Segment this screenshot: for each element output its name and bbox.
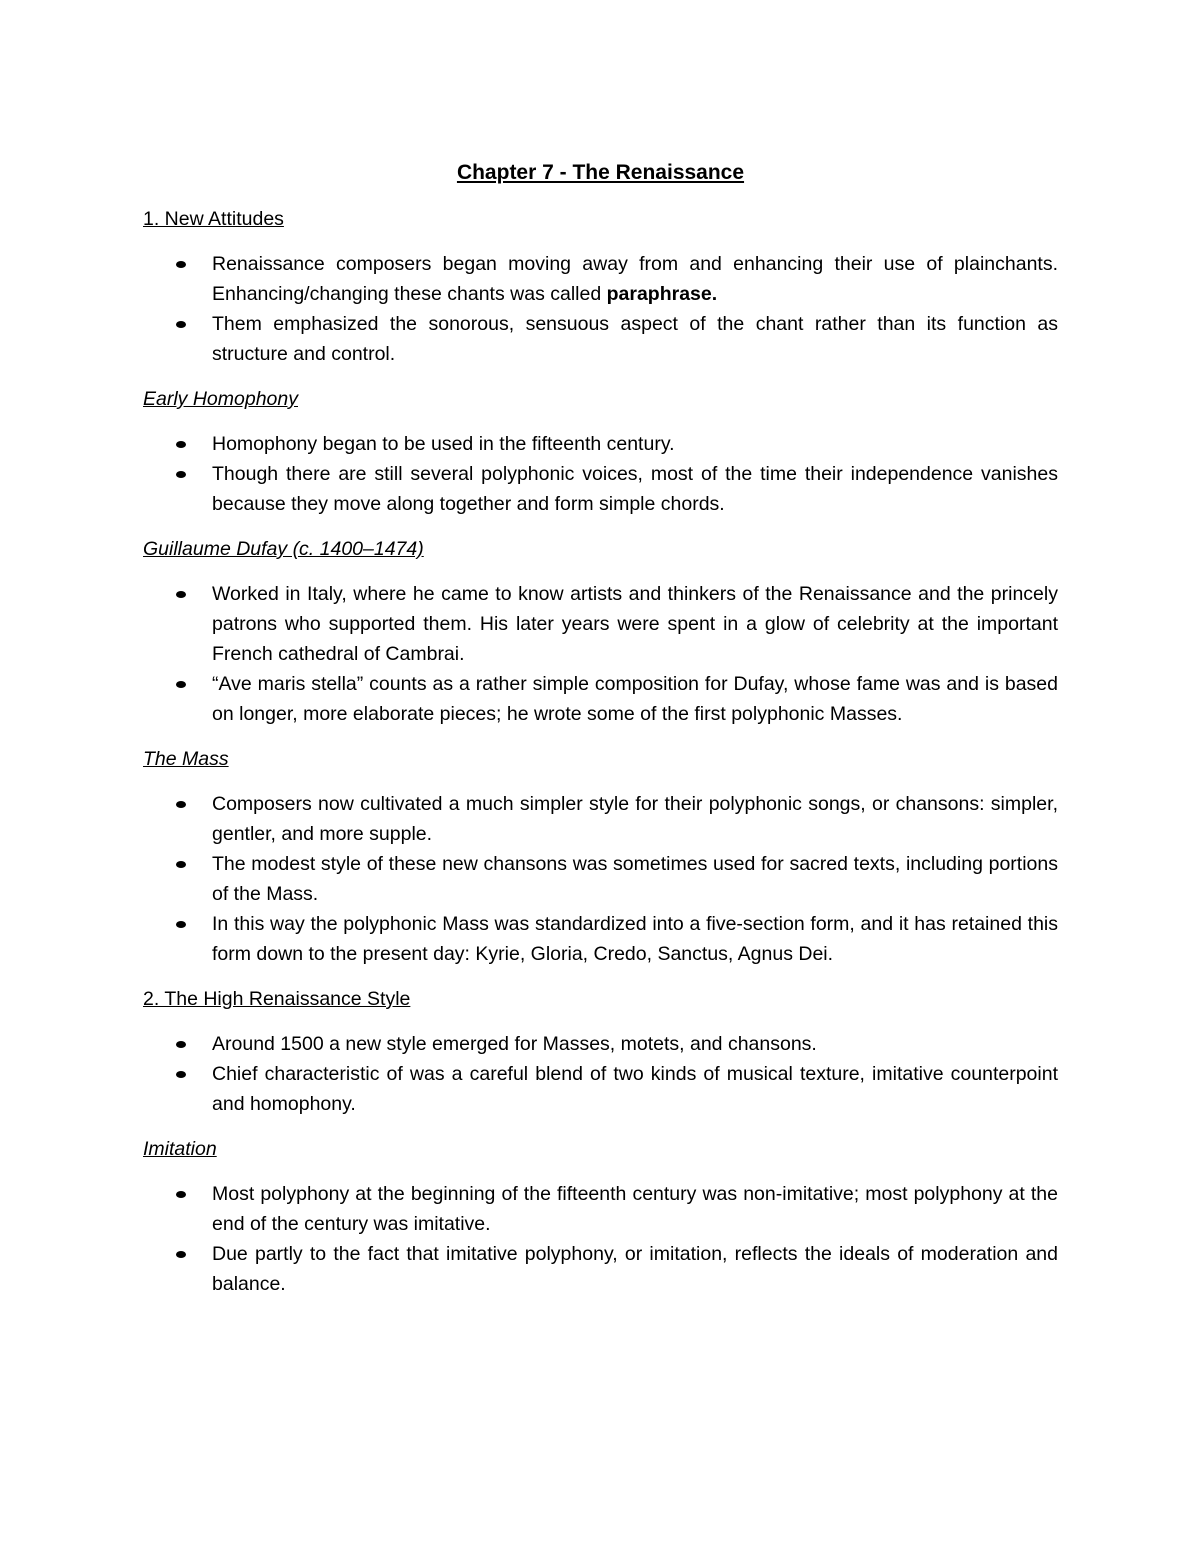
bullet-icon <box>176 681 186 688</box>
bullet-icon <box>176 1251 186 1258</box>
bullet-item <box>143 249 1058 309</box>
bullet-text: The modest style of these new chansons was sometimes used for sacred texts, including portions of the Mass. <box>212 853 1058 905</box>
bullet-item <box>143 849 1058 909</box>
bullet-item <box>143 579 1058 669</box>
bullet-list-the-mass <box>143 789 1058 969</box>
section-heading-new-attitudes: 1. New Attitudes <box>143 208 284 230</box>
bullet-text: Homophony began to be used in the fifteenth century. <box>212 433 675 455</box>
bullet-text: Chief characteristic of was a careful blend of two kinds of musical texture, imitative counterpoint and homophony. <box>212 1063 1058 1115</box>
bullet-icon <box>176 261 186 268</box>
document-page <box>143 157 1058 1314</box>
bullet-item <box>143 459 1058 519</box>
bullet-icon <box>176 921 186 928</box>
bullet-icon <box>176 1191 186 1198</box>
bullet-item <box>143 309 1058 369</box>
bullet-icon <box>176 801 186 808</box>
bullet-item <box>143 669 1058 729</box>
bullet-item <box>143 429 1058 459</box>
bullet-icon <box>176 321 186 328</box>
bullet-list-early-homophony <box>143 429 1058 519</box>
section-heading-guillaume-dufay: Guillaume Dufay (c. 1400–1474) <box>143 538 424 560</box>
bullet-text: Renaissance composers began moving away from and enhancing their use of plainchants. Enhancing/changing these chants was called <box>212 253 1058 305</box>
bullet-item <box>143 1179 1058 1239</box>
bullet-icon <box>176 441 186 448</box>
section-heading-high-renaissance-style: 2. The High Renaissance Style <box>143 988 411 1010</box>
section-heading-the-mass: The Mass <box>143 748 229 770</box>
bullet-text: Composers now cultivated a much simpler style for their polyphonic songs, or chansons: simpler, gentler, and more supple. <box>212 793 1058 845</box>
bullet-icon <box>176 1041 186 1048</box>
section-heading-early-homophony: Early Homophony <box>143 388 298 410</box>
bullet-text: In this way the polyphonic Mass was standardized into a five-section form, and it has retained this form down to the present day: Kyrie, Gloria, Credo, Sanctus, Agnus Dei. <box>212 913 1058 965</box>
bullet-text: Most polyphony at the beginning of the fifteenth century was non-imitative; most polyphony at the end of the century was imitative. <box>212 1183 1058 1235</box>
bullet-icon <box>176 471 186 478</box>
bullet-text: Worked in Italy, where he came to know artists and thinkers of the Renaissance and the princely patrons who supported them. His later years were spent in a glow of celebrity at the important French cathedral of Cambrai. <box>212 583 1058 665</box>
bullet-list-guillaume-dufay <box>143 579 1058 729</box>
bullet-item <box>143 1059 1058 1119</box>
bullet-item <box>143 909 1058 969</box>
bullet-item <box>143 1239 1058 1299</box>
bullet-text: Them emphasized the sonorous, sensuous aspect of the chant rather than its function as structure and control. <box>212 313 1058 365</box>
bullet-list-high-renaissance-style <box>143 1029 1058 1119</box>
bullet-item <box>143 1029 1058 1059</box>
bullet-item <box>143 789 1058 849</box>
bullet-text: “Ave maris stella” counts as a rather simple composition for Dufay, whose fame was and is based on longer, more elaborate pieces; he wrote some of the first polyphonic Masses. <box>212 673 1058 725</box>
bullet-list-imitation <box>143 1179 1058 1299</box>
bullet-list-new-attitudes <box>143 249 1058 369</box>
bullet-icon <box>176 1071 186 1078</box>
section-heading-imitation: Imitation <box>143 1138 217 1160</box>
bold-term-paraphrase: paraphrase. <box>606 283 718 305</box>
bullet-text: Though there are still several polyphonic voices, most of the time their independence vanishes because they move along together and form simple chords. <box>212 463 1058 515</box>
bullet-text: Due partly to the fact that imitative polyphony, or imitation, reflects the ideals of moderation and balance. <box>212 1243 1058 1295</box>
bullet-text: Around 1500 a new style emerged for Masses, motets, and chansons. <box>212 1033 817 1055</box>
document-title: Chapter 7 - The Renaissance <box>456 161 745 184</box>
bullet-icon <box>176 591 186 598</box>
bullet-icon <box>176 861 186 868</box>
